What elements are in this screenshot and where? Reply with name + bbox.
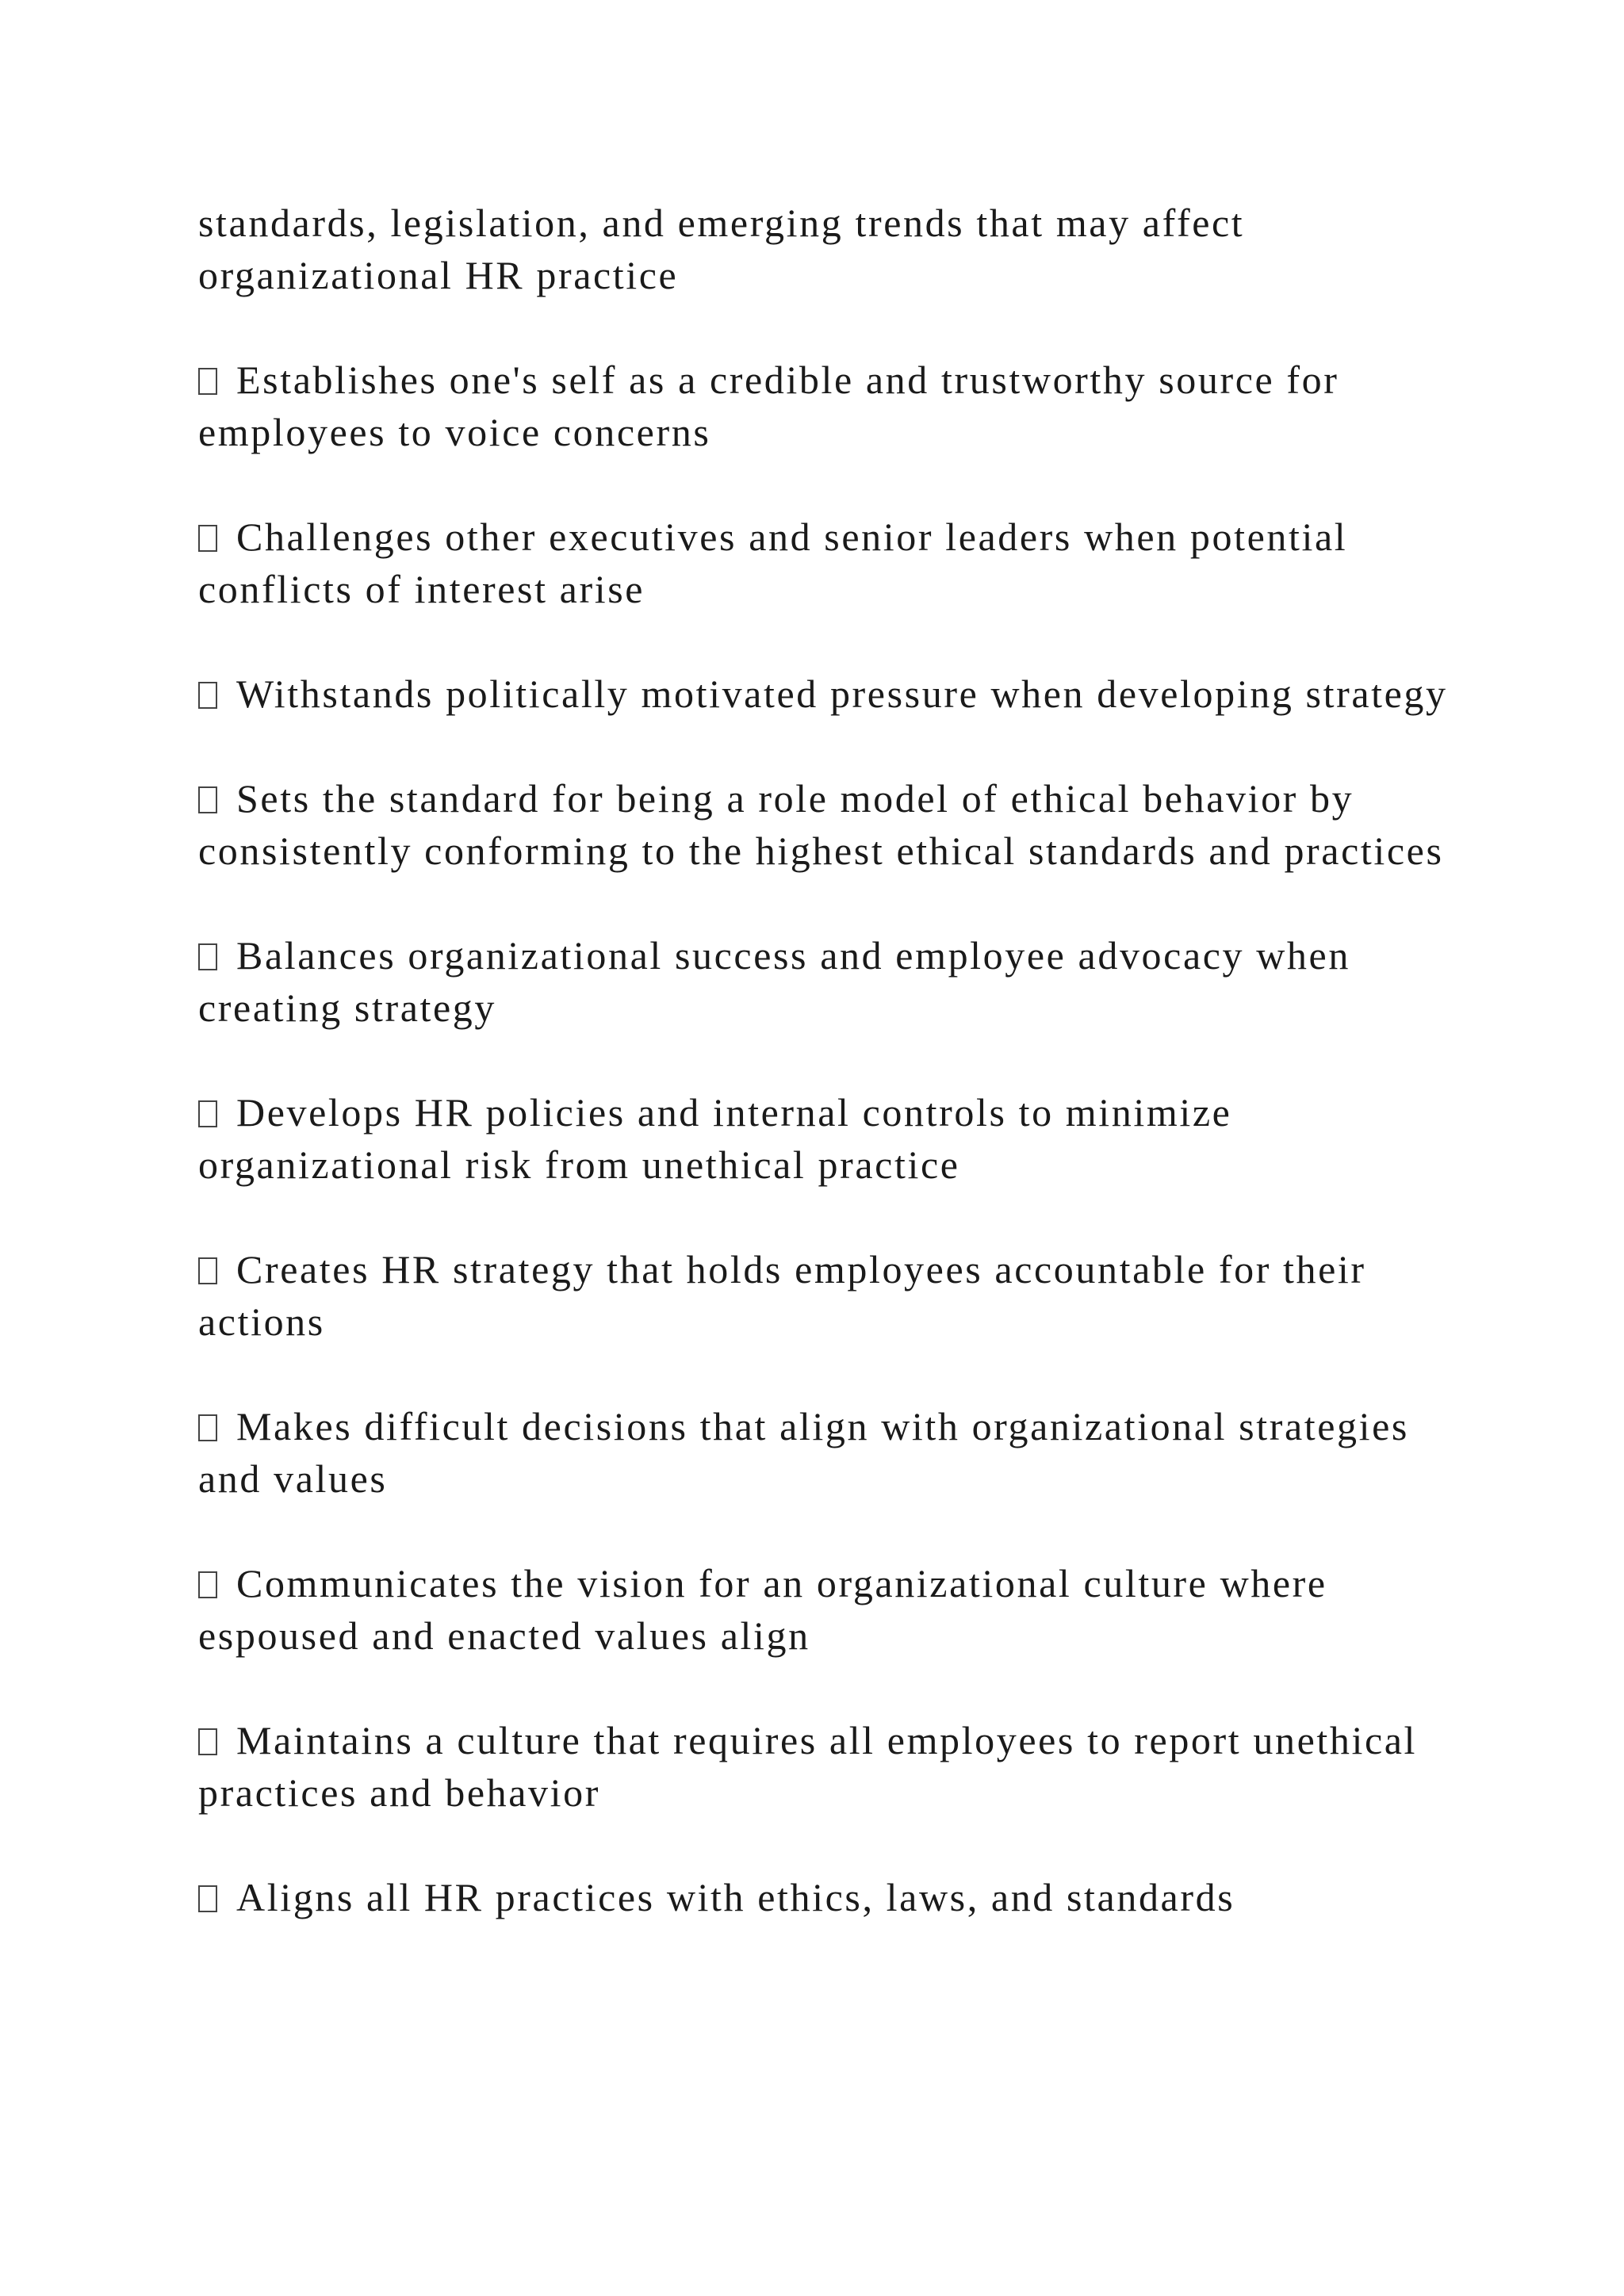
list-item [198, 929, 1467, 1034]
list-item [198, 1714, 1467, 1819]
list-item-text: Balances organizational success and employee advocacy when creating strategy [198, 933, 1350, 1030]
bullet-box-icon [198, 786, 217, 813]
document-body [198, 197, 1467, 1976]
bullet-box-icon [198, 1571, 217, 1598]
bullet-box-icon [198, 1257, 217, 1284]
list-item-text: Aligns all HR practices with ethics, laws, and standards [236, 1875, 1235, 1919]
bullet-box-icon [198, 1100, 217, 1127]
list-item-text: Maintains a culture that requires all employees to report unethical practices and behavior [198, 1718, 1418, 1815]
list-item [198, 1557, 1467, 1662]
list-item-text: Sets the standard for being a role model of ethical behavior by consistently conforming to the highest ethical standards and practices [198, 776, 1444, 873]
list-item [198, 511, 1467, 615]
list-item [198, 1400, 1467, 1505]
bullet-box-icon [198, 682, 217, 709]
list-item-text: Establishes one's self as a credible and trustworthy source for employees to voice concerns [198, 358, 1339, 454]
list-item-text: Creates HR strategy that holds employees accountable for their actions [198, 1247, 1366, 1344]
bullet-box-icon [198, 943, 217, 970]
intro-paragraph: standards, legislation, and emerging trends that may affect organizational HR practice [198, 201, 1245, 297]
list-item [198, 1871, 1467, 1923]
bullet-box-icon [198, 1728, 217, 1755]
list-item-text: Challenges other executives and senior leaders when potential conflicts of interest arise [198, 515, 1348, 611]
list-item [198, 1086, 1467, 1191]
list-item [198, 1243, 1467, 1348]
list-item-text: Withstands politically motivated pressure when developing strategy [236, 672, 1448, 716]
list-item-text: Develops HR policies and internal controls to minimize organizational risk from unethical practice [198, 1090, 1232, 1187]
list-item-text: Communicates the vision for an organizational culture where espoused and enacted values align [198, 1561, 1327, 1658]
bullet-box-icon [198, 368, 217, 395]
bullet-box-icon [198, 1885, 217, 1912]
list-item-text: Makes difficult decisions that align with organizational strategies and values [198, 1404, 1409, 1501]
list-item [198, 668, 1467, 720]
bullet-box-icon [198, 1414, 217, 1441]
bullet-box-icon [198, 525, 217, 552]
list-item [198, 772, 1467, 877]
list-item [198, 354, 1467, 458]
